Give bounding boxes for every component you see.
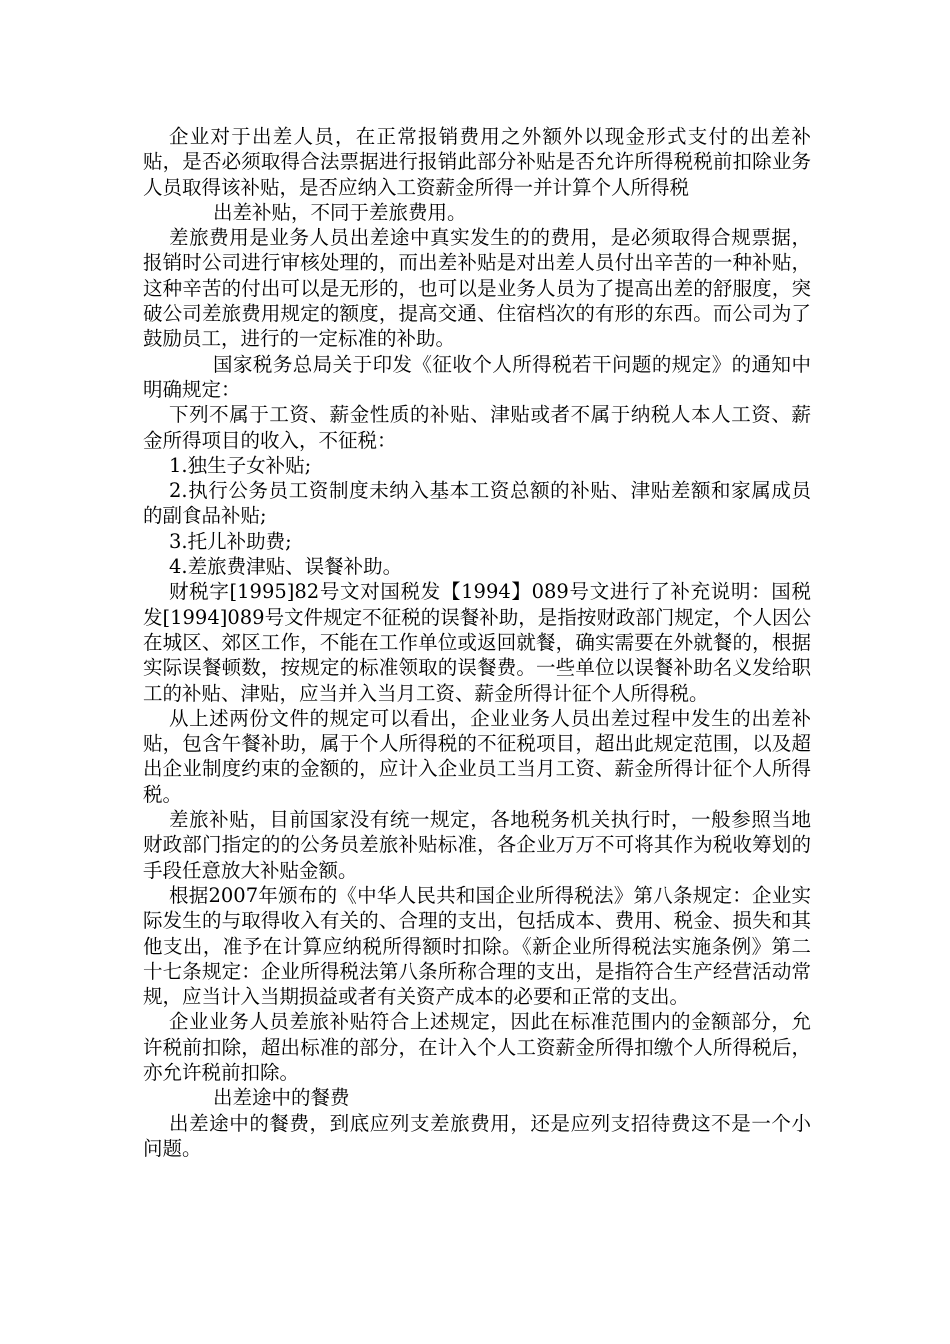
list-item-1: 1.独生子女补贴; [169, 453, 312, 477]
paragraph-non-taxable-intro: 下列不属于工资、薪金性质的补贴、津贴或者不属于纳税人本人工资、薪金所得项目的收入，不征税： [143, 403, 811, 452]
paragraph-subheading-allowance: 出差补贴，不同于差旅费用。 [213, 200, 467, 224]
list-item-4: 4.差旅费津贴、误餐补助。 [169, 555, 403, 579]
paragraph-intro-question: 企业对于出差人员，在正常报销费用之外额外以现金形式支付的出差补贴，是否必须取得合法票据进行报销此部分补贴是否允许所得税税前扣除业务人员取得该补贴，是否应纳入工资薪金所得一并计算个人所得税 [143, 125, 811, 199]
paragraph-tax-bureau-notice: 国家税务总局关于印发《征收个人所得税若干问题的规定》的通知中明确规定： [143, 352, 811, 401]
paragraph-conclusion-documents: 从上述两份文件的规定可以看出，企业业务人员出差过程中发生的出差补贴，包含午餐补助，属于个人所得税的不征税项目，超出此规定范围，以及超出企业制度约束的金额的，应计入企业员工当月工资、薪金所得计征个人所得税。 [143, 706, 811, 806]
paragraph-travel-allowance-standard: 差旅补贴，目前国家没有统一规定，各地税务机关执行时，一般参照当地财政部门指定的的公务员差旅补贴标准，各企业万万不可将其作为税收筹划的手段任意放大补贴金额。 [143, 808, 811, 882]
paragraph-supplementary-notice: 财税字[1995]82号文对国税发【1994】089号文进行了补充说明：国税发[1994]089号文件规定不征税的误餐补助，是指按财政部门规定，个人因公在城区、郊区工作，不能在工作单位或返回就餐，确实需要在外就餐的，根据实际误餐顿数，按规定的标准领取的误餐费。一些单位以误餐补助名义发给职工的补贴、津贴，应当并入当月工资、薪金所得计征个人所得税。 [143, 580, 811, 705]
paragraph-meals-question: 出差途中的餐费，到底应列支差旅费用，还是应列支招待费这不是一个小问题。 [143, 1111, 811, 1160]
paragraph-corporate-income-tax-law: 根据2007年颁布的《中华人民共和国企业所得税法》第八条规定：企业实际发生的与取得收入有关的、合理的支出，包括成本、费用、税金、损失和其他支出，准予在计算应纳税所得额时扣除。《新企业所得税法实施条例》第二十七条规定：企业所得税法第八条所称合理的支出，是指符合生产经营活动常规，应当计入当期损益或者有关资产成本的必要和正常的支出。 [143, 883, 811, 1009]
paragraph-travel-expense-definition: 差旅费用是业务人员出差途中真实发生的的费用，是必须取得合规票据，报销时公司进行审核处理的，而出差补贴是对出差人员付出辛苦的一种补贴，这种辛苦的付出可以是无形的，也可以是业务人员为了提高出差的舒服度，突破公司差旅费用规定的额度，提高交通、住宿档次的有形的东西。而公司为了鼓励员工，进行的一定标准的补助。 [143, 226, 811, 351]
list-item-2: 2.执行公务员工资制度未纳入基本工资总额的补贴、津贴差额和家属成员的副食品补贴; [143, 479, 811, 528]
document-body [143, 124, 811, 1161]
list-item-3: 3.托儿补助费; [169, 529, 292, 553]
paragraph-deduction-rule: 企业业务人员差旅补贴符合上述规定，因此在标准范围内的金额部分，允许税前扣除，超出标准的部分，在计入个人工资薪金所得扣缴个人所得税后，亦允许税前扣除。 [143, 1010, 811, 1084]
paragraph-subheading-meals: 出差途中的餐费 [213, 1086, 350, 1110]
